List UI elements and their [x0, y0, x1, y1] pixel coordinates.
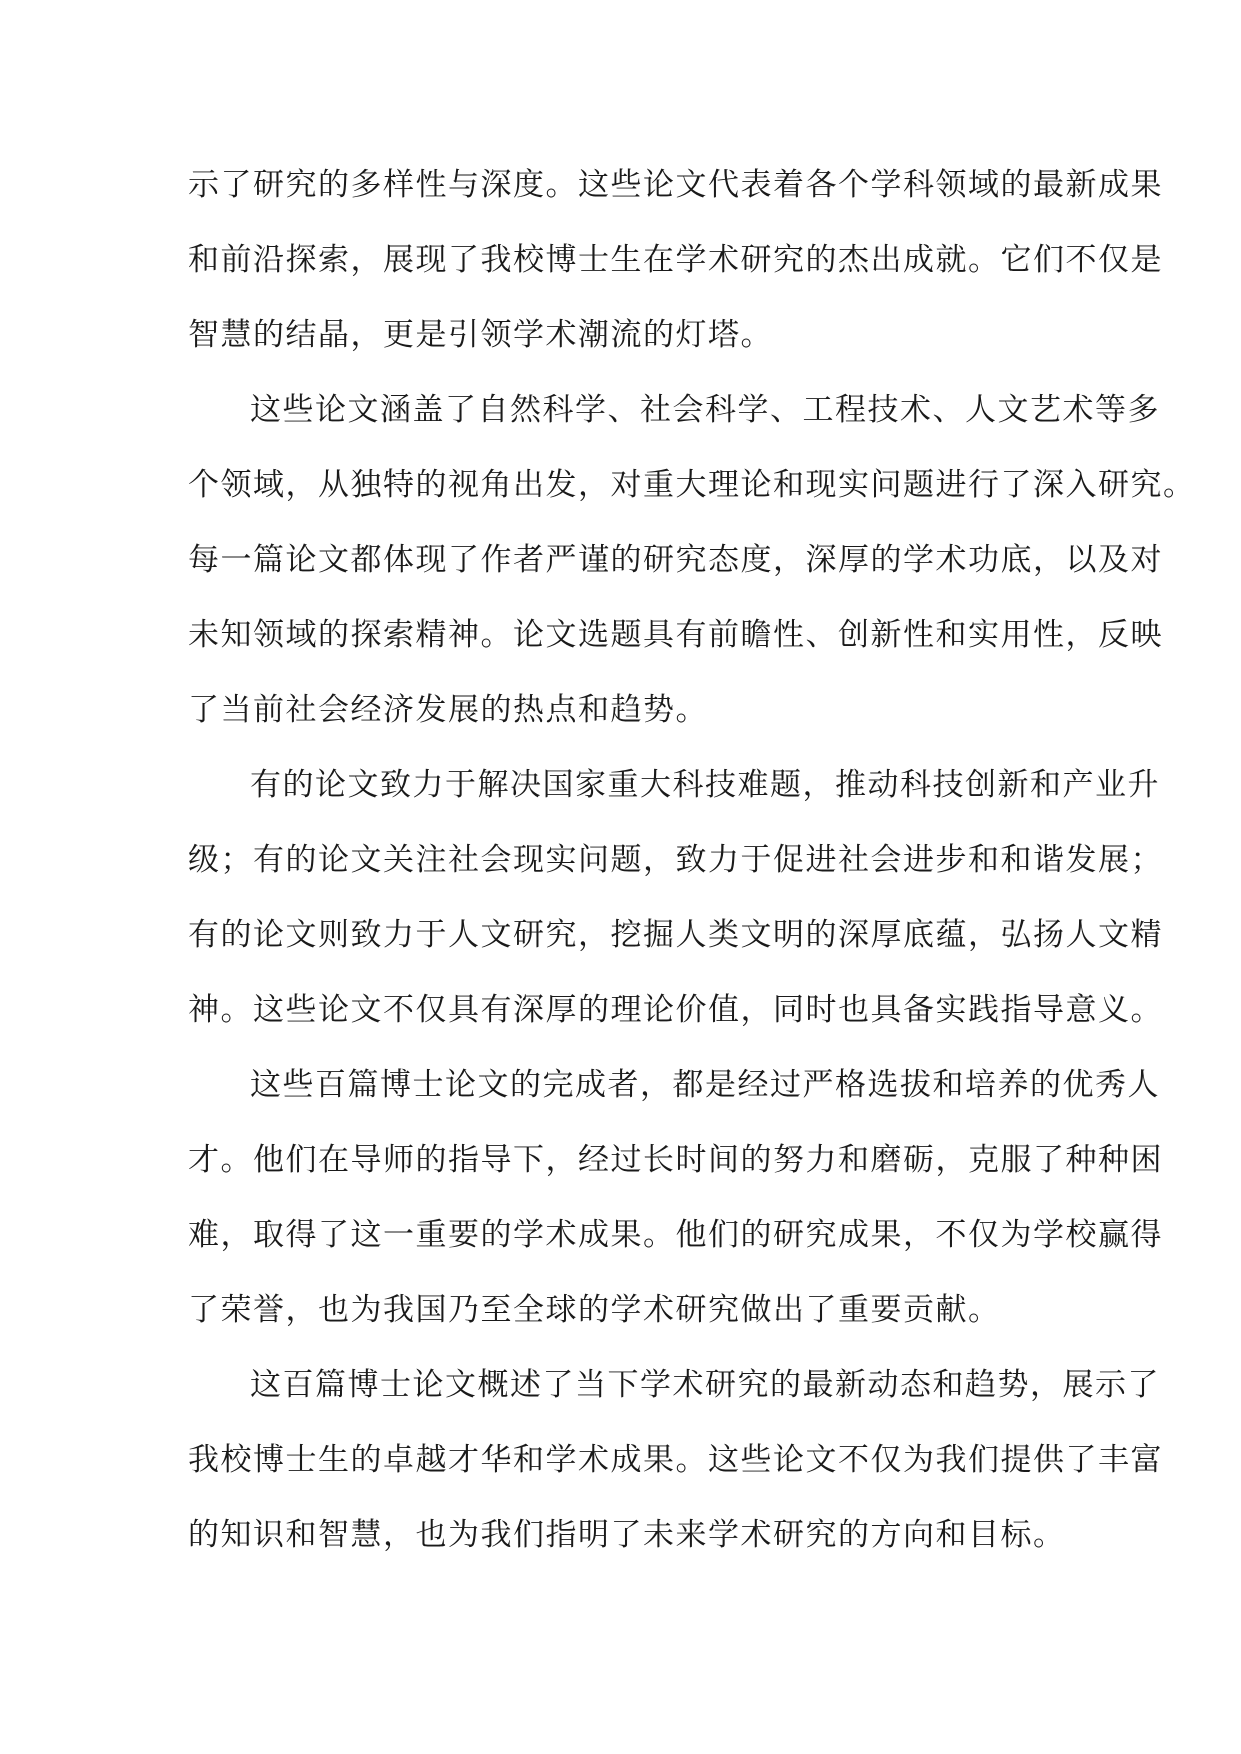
text-line: 难，取得了这一重要的学术成果。他们的研究成果，不仅为学校赢得 [188, 1217, 1163, 1253]
text-line: 了荣誉，也为我国乃至全球的学术研究做出了重要贡献。 [188, 1292, 1001, 1328]
paragraph-4 [188, 1048, 1163, 1348]
text-line: 智慧的结晶，更是引领学术潮流的灯塔。 [188, 317, 773, 353]
text-line: 这些论文涵盖了自然科学、社会科学、工程技术、人文艺术等多 [250, 392, 1160, 428]
paragraph-2 [188, 373, 1196, 748]
text-line: 每一篇论文都体现了作者严谨的研究态度，深厚的学术功底，以及对 [188, 542, 1163, 578]
text-line: 级；有的论文关注社会现实问题，致力于促进社会进步和和谐发展； [188, 842, 1163, 878]
text-line: 和前沿探索，展现了我校博士生在学术研究的杰出成就。它们不仅是 [188, 242, 1163, 278]
text-line: 神。这些论文不仅具有深厚的理论价值，同时也具备实践指导意义。 [188, 992, 1163, 1028]
paragraph-3 [188, 748, 1163, 1048]
text-line: 示了研究的多样性与深度。这些论文代表着各个学科领域的最新成果 [188, 167, 1163, 203]
text-line: 的知识和智慧，也为我们指明了未来学术研究的方向和目标。 [188, 1517, 1066, 1553]
text-line: 个领域，从独特的视角出发，对重大理论和现实问题进行了深入研究。 [188, 467, 1196, 503]
text-line: 了当前社会经济发展的热点和趋势。 [188, 692, 708, 728]
text-line: 我校博士生的卓越才华和学术成果。这些论文不仅为我们提供了丰富 [188, 1442, 1163, 1478]
document-body [188, 148, 1196, 1573]
text-line: 这些百篇博士论文的完成者，都是经过严格选拔和培养的优秀人 [250, 1067, 1160, 1103]
text-line: 才。他们在导师的指导下，经过长时间的努力和磨砺，克服了种种困 [188, 1142, 1163, 1178]
text-line: 未知领域的探索精神。论文选题具有前瞻性、创新性和实用性，反映 [188, 617, 1163, 653]
paragraph-5 [188, 1348, 1163, 1573]
text-line: 这百篇博士论文概述了当下学术研究的最新动态和趋势，展示了 [250, 1367, 1160, 1403]
text-line: 有的论文致力于解决国家重大科技难题，推动科技创新和产业升 [250, 767, 1160, 803]
text-line: 有的论文则致力于人文研究，挖掘人类文明的深厚底蕴，弘扬人文精 [188, 917, 1163, 953]
paragraph-1 [188, 148, 1163, 373]
